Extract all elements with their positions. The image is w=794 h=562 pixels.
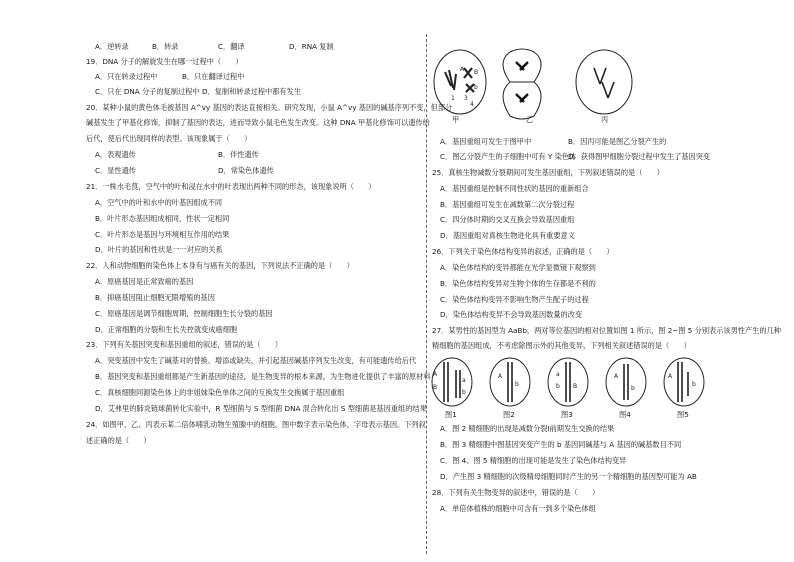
q24-option-a: A．基因重组可发生于图甲中	[440, 137, 532, 146]
q22-option-d: D．正常细胞的分裂和生长失控就变成癌细胞	[95, 325, 238, 334]
q26-option-d: D．染色体结构变异不会导致基因数量的改变	[440, 310, 583, 319]
q26-option-a: A．染色体结构的变异都能在光学显微镜下观察到	[440, 263, 596, 272]
fig1-cell	[432, 358, 472, 406]
q19-option-d: D．复制和转录过程中都有发生	[202, 87, 301, 96]
svg-text:A: A	[460, 66, 465, 73]
label-bing: 丙	[601, 115, 609, 124]
q25-option-a: A．基因重组是控制不同性状的基因的重新组合	[440, 184, 589, 193]
q28-option-a: A．单倍体植株的细胞中可含有一到多个染色体组	[440, 504, 596, 513]
q21-option-d: D．叶片的基因和性状是一一对应的关系	[95, 245, 223, 254]
fig3-label: 图3	[561, 410, 573, 419]
q22-option-b: B．抑癌基因阻止细胞无限增殖的基因	[95, 293, 215, 302]
label-yi: 乙	[526, 115, 534, 124]
svg-text:b: b	[462, 389, 466, 396]
q24-figure	[430, 44, 650, 126]
q20-option-a: A．表观遗传	[95, 150, 136, 159]
q20-option-d: D．常染色体遗传	[218, 166, 274, 175]
q24-option-d: D．获得图甲细胞分裂过程中发生了基因突变	[568, 152, 711, 161]
q23-option-b: B．基因突变和基因重组都是产生新基因的途径，是生物变异的根本来源，为生物进化提供了丰富的原材料	[95, 372, 431, 381]
q25-option-c: C．四分体时期的交叉互换会导致基因重组	[440, 215, 575, 224]
svg-text:A: A	[614, 373, 619, 380]
fig3-cell	[548, 358, 588, 406]
svg-text:b: b	[474, 84, 478, 91]
cell-yi	[503, 49, 541, 119]
q20-option-c: C．显性遗传	[95, 166, 136, 175]
q27-line1: 27．某男性的基因型为 AaBb，两对等位基因的相对位置如图 1 所示，图 2~图 5 分别表示该男性产生的几种	[432, 326, 781, 335]
q27-option-a: A．图 2 精细胞的出现是减数分裂Ⅰ前期发生交换的结果	[440, 424, 615, 433]
q19-option-c: C．只在 DNA 分子的复制过程中	[95, 87, 200, 96]
q20-option-b: B．伴性遗传	[218, 150, 259, 159]
q24-option-b: B．因丙可能是图乙分裂产生的	[568, 137, 667, 146]
svg-text:B: B	[474, 69, 479, 76]
q26-option-c: C．染色体结构变异不影响生物产生配子的过程	[440, 295, 589, 304]
svg-text:B: B	[573, 383, 578, 390]
fig5-label: 图5	[677, 410, 689, 419]
q27-option-d: D．产生图 3 精细胞的次级精母细胞同时产生的另一个精细胞的基因型可能为 AB	[440, 472, 697, 481]
q25-stem: 25．真核生物减数分裂期间可发生基因重组，下列叙述错误的是（ ）	[432, 168, 664, 177]
q22-option-c: C．原癌基因是调节细胞周期，控制细胞生长分裂的基因	[95, 309, 273, 318]
q27-option-b: B．图 3 精细胞中图基因突变产生的 b 基因同碱基与 A 基因的碱基数目不同	[440, 440, 682, 449]
q26-stem: 26．下列关于染色体结构变异的叙述，正确的是（ ）	[432, 247, 614, 256]
cell-jia	[434, 50, 486, 114]
q27-line2: 精细胞的基因组成，不考虑除图示外的其他变异，下列相关叙述错误的是（ ）	[432, 341, 691, 350]
q24-option-c: C．图乙分裂产生的子细胞中可有 Y 染色体	[440, 152, 577, 161]
q25-option-d: D．基因重组对真核生物进化具有重要意义	[440, 231, 575, 240]
q26-option-b: B．染色体结构变异对生物个体的生存都是不利的	[440, 279, 596, 288]
q23-option-d: D．艾弗里的肺炎链球菌转化实验中，R 型细菌与 S 型细菌 DNA 混合转化出 S 型细菌是基因重组的结果	[95, 404, 427, 413]
svg-text:4: 4	[470, 101, 474, 108]
q24-line2: 述正确的是（ ）	[86, 436, 151, 445]
q27-figure	[430, 356, 710, 408]
label-jia: 甲	[452, 115, 460, 124]
svg-text:3: 3	[464, 95, 468, 102]
q20-line1: 20．某种小鼠的黄色体毛被基因 A^vy 基因的表达直接相关。研究发现，小鼠 A^vy 基因的碱基序列不变，但部分	[86, 103, 453, 112]
q27-option-c: C．图 4、图 5 精细胞的出现可能是发生了染色体结构变异	[440, 456, 627, 465]
svg-text:b: b	[631, 385, 635, 392]
svg-text:A: A	[433, 371, 438, 378]
q21-option-c: C．叶片形态是基因与环境相互作用的结果	[95, 230, 230, 239]
fig5-cell	[664, 358, 704, 406]
fig2-label: 图2	[503, 410, 515, 419]
q21-option-b: B．叶片形态基因组成相同，性状一定相同	[95, 214, 230, 223]
cell-bing	[576, 50, 632, 114]
q24-line1: 24．如图甲、乙、丙表示某二倍体哺乳动物生殖腺中的细胞，图中数字表示染色体，字母表示基因。下列叙	[86, 420, 426, 429]
q19-option-a: A．只在转录过程中	[95, 72, 158, 81]
q18-option-b: B．转录	[152, 42, 179, 51]
q22-stem: 22．人和动物细胞的染色体上本身有与癌有关的基因，下列说法不正确的是（ ）	[86, 261, 354, 270]
svg-text:B: B	[433, 384, 438, 391]
q18-option-a: A．逆转录	[95, 42, 129, 51]
q21-option-a: A．空气中的叶和水中的叶基因组成不同	[95, 198, 223, 207]
q25-option-b: B．基因重组可发生在减数第二次分裂过程	[440, 200, 575, 209]
q21-stem: 21．一株水毛茛，空气中的叶和浸在水中的叶表现出两种不同的形态，该现象说明（ ）	[86, 182, 376, 191]
svg-text:b: b	[556, 383, 560, 390]
q20-line3: 后代，使后代出现同样的表型。该现象属于（ ）	[86, 134, 252, 143]
svg-text:a: a	[462, 377, 466, 384]
q18-option-c: C．翻译	[218, 42, 245, 51]
svg-text:1: 1	[451, 95, 455, 102]
q19-option-b: B．只在翻译过程中	[182, 72, 245, 81]
svg-text:A: A	[668, 373, 673, 380]
svg-text:b: b	[692, 381, 696, 388]
fig4-label: 图4	[619, 410, 631, 419]
svg-text:A: A	[498, 373, 503, 380]
q23-stem: 23．下列有关基因突变和基因重组的叙述，错误的是（ ）	[86, 340, 283, 349]
fig4-cell	[606, 358, 646, 406]
svg-text:b: b	[515, 381, 519, 388]
column-divider	[426, 34, 427, 554]
fig2-cell	[490, 358, 530, 406]
svg-text:a: a	[556, 371, 560, 378]
q19-stem: 19．DNA 分子的解旋发生在哪一过程中（ ）	[86, 57, 243, 66]
q23-option-a: A．突变基因中发生了碱基对的替换、增添或缺失，并引起基因碱基序列发生改变，有可能遗传给后代	[95, 356, 417, 365]
q28-stem: 28．下列有关生物变异的叙述中，错误的是（ ）	[432, 488, 600, 497]
q18-option-d: D．RNA 复制	[289, 42, 334, 51]
fig1-label: 图1	[445, 410, 457, 419]
q22-option-a: A．原癌基因是正常致癌的基因	[95, 277, 194, 286]
q20-line2: 碱基发生了甲基化修饰，抑制了基因的表达，进而导致小鼠毛色发生改变。这种 DNA 甲基化修饰可以遗传给	[86, 118, 430, 127]
q23-option-c: C．真核细胞同源染色体上的非姐妹染色单体之间的互换发生交换属于基因重组	[95, 388, 345, 397]
